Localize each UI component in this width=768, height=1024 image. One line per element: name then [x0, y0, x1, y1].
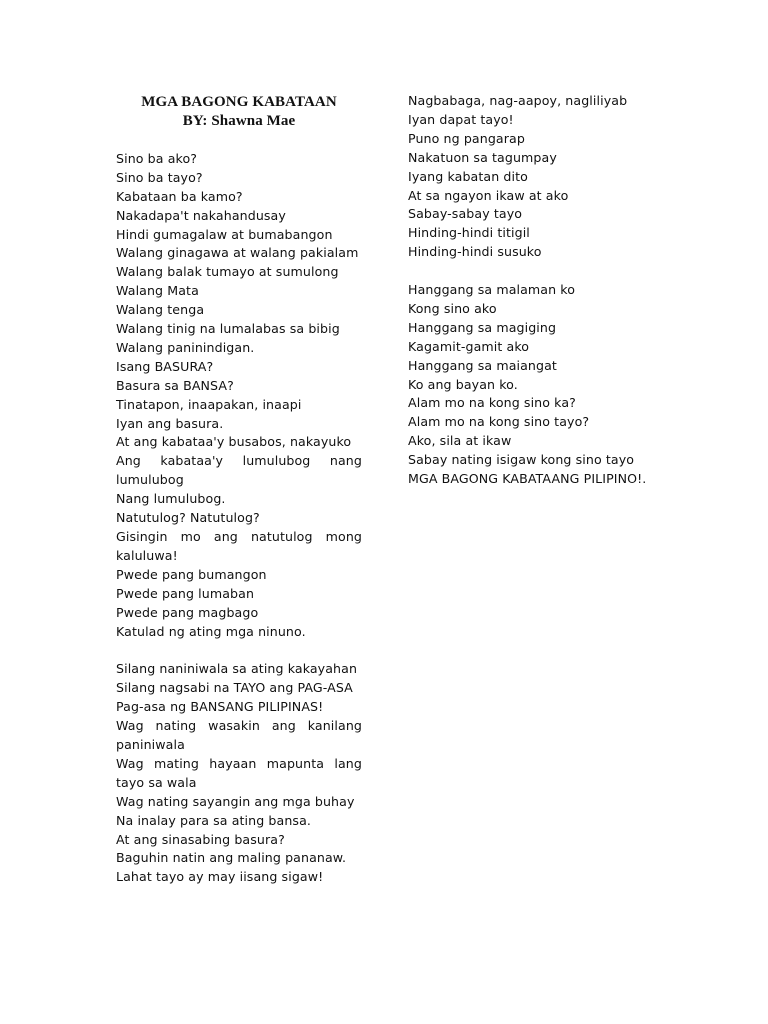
left-column — [116, 92, 362, 887]
poem-line: Basura sa BANSA? — [116, 377, 234, 393]
poem-line: Walang paninindigan. — [116, 339, 255, 355]
title-spacer — [116, 131, 362, 150]
right-stanza-2 — [408, 281, 654, 489]
poem-title: MGA BAGONG KABATAAN — [141, 94, 337, 110]
poem-line: Silang naniniwala sa ating kakayahan — [116, 661, 358, 677]
poem-line: Wag nating sayangin ang mga buhay — [116, 793, 355, 809]
poem-line: Silang nagsabi na TAYO ang PAG-ASA — [116, 680, 353, 696]
poem-line: Katulad ng ating mga ninuno. — [116, 623, 306, 639]
left-stanza-1 — [116, 150, 362, 642]
stanza-gap — [116, 641, 362, 660]
poem-line: Tinatapon, inaapakan, inaapi — [116, 396, 302, 412]
poem-line: Iyan dapat tayo! — [408, 111, 514, 127]
poem-line: Pag-asa ng BANSANG PILIPINAS! — [116, 699, 324, 715]
poem-line: Hanggang sa magiging — [408, 319, 557, 335]
poem-line: Kabataan ba kamo? — [116, 188, 243, 204]
poem-line: Sino ba tayo? — [116, 169, 203, 185]
poem-line: Sabay-sabay tayo — [408, 206, 523, 222]
poem-line: Walang ginagawa at walang pakialam — [116, 245, 359, 261]
poem-line: Hinding-hindi susuko — [408, 244, 542, 260]
poem-line: Gisingin mo ang natutulog mong kaluluwa! — [116, 529, 362, 563]
poem-line: Sabay nating isigaw kong sino tayo — [408, 452, 635, 468]
poem-line: MGA BAGONG KABATAANG PILIPINO!. — [408, 471, 647, 487]
poem-line: Iyang kabatan dito — [408, 168, 528, 184]
poem-line: At ang kabataa'y busabos, nakayuko — [116, 434, 352, 450]
poem-line: Alam mo na kong sino tayo? — [408, 414, 590, 430]
title-block — [116, 93, 362, 131]
poem-line: Hanggang sa maiangat — [408, 357, 557, 373]
poem-line: Pwede pang lumaban — [116, 585, 255, 601]
poem-line: At sa ngayon ikaw at ako — [408, 187, 569, 203]
poem-line: Ko ang bayan ko. — [408, 376, 518, 392]
poem-line: Nagbabaga, nag-aapoy, nagliliyab — [408, 93, 628, 108]
poem-line: Isang BASURA? — [116, 358, 214, 374]
poem-line: Pwede pang magbago — [116, 604, 259, 620]
poem-line: Wag mating hayaan mapunta lang tayo sa wala — [116, 755, 362, 790]
poem-line: Hinding-hindi titigil — [408, 225, 530, 241]
poem-line: Alam mo na kong sino ka? — [408, 395, 576, 411]
poem-line: Nang lumulubog. — [116, 491, 226, 507]
poem-line: Kagamit-gamit ako — [408, 338, 530, 354]
poem-line: Walang tenga — [116, 302, 205, 318]
poem-line: Ang kabataa'y lumulubog nang lumulubog — [116, 453, 362, 488]
poem-line: Wag nating wasakin ang kanilang paniniwala — [116, 718, 362, 752]
stanza-gap — [408, 262, 654, 281]
poem-line: Puno ng pangarap — [408, 130, 525, 146]
right-column — [408, 92, 654, 489]
poem-line: Na inalay para sa ating bansa. — [116, 812, 312, 828]
poem-line: Natutulog? Natutulog? — [116, 510, 260, 526]
poem-line: Nakatuon sa tagumpay — [408, 149, 557, 165]
poem-line: Kong sino ako — [408, 300, 497, 316]
poem-line: At ang sinasabing basura? — [116, 831, 285, 847]
poem-line: Lahat tayo ay may iisang sigaw! — [116, 869, 324, 885]
poem-line: Walang tinig na lumalabas sa bibig — [116, 321, 340, 337]
poem-line: Nakadapa't nakahandusay — [116, 207, 286, 223]
poem-line: Baguhin natin ang maling pananaw. — [116, 850, 347, 866]
poem-line: Walang Mata — [116, 283, 199, 299]
right-stanza-1 — [408, 92, 654, 262]
poem-line: Ako, sila at ikaw — [408, 433, 512, 449]
poem-line: Pwede pang bumangon — [116, 566, 267, 582]
left-stanza-2 — [116, 660, 362, 887]
poem-line: Sino ba ako? — [116, 150, 198, 166]
poem-line: Iyan ang basura. — [116, 415, 224, 431]
poem-line: Walang balak tumayo at sumulong — [116, 264, 339, 280]
poem-line: Hindi gumagalaw at bumabangon — [116, 226, 333, 242]
poem-line: Hanggang sa malaman ko — [408, 282, 576, 298]
poem-byline: BY: Shawna Mae — [182, 113, 296, 129]
